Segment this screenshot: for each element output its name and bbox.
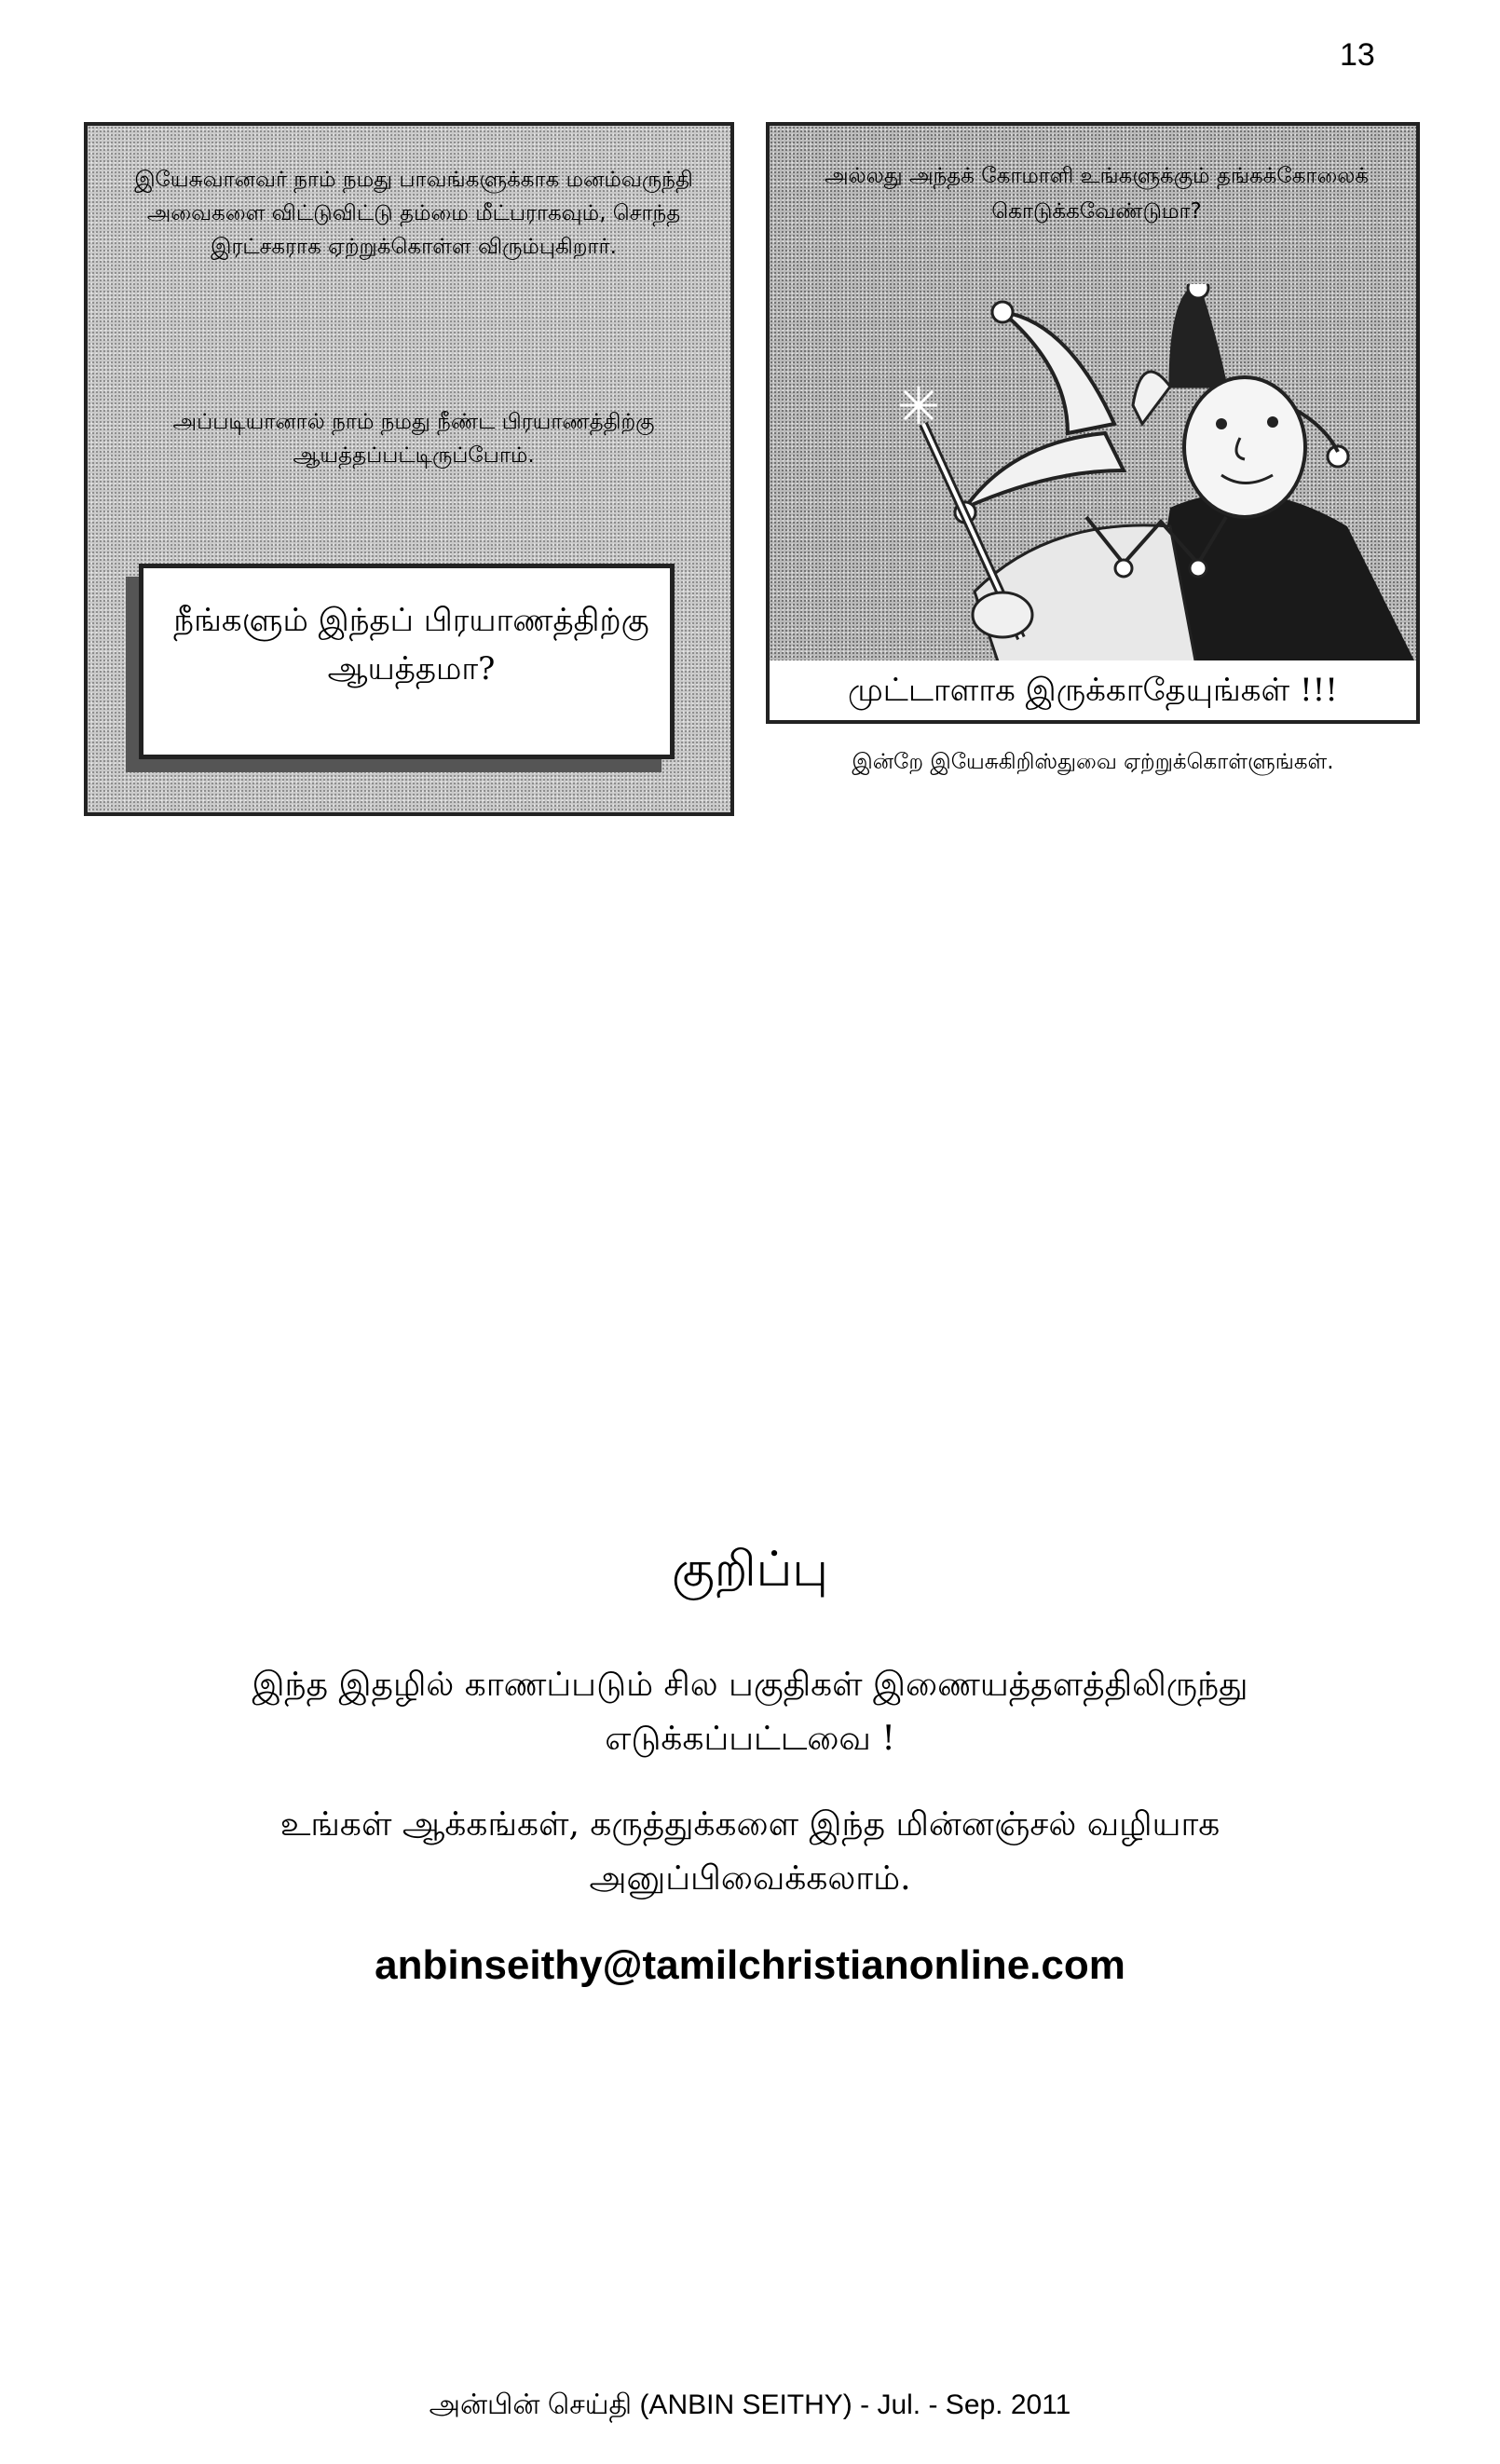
contact-email: anbinseithy@tamilchristianonline.com bbox=[375, 1942, 1125, 1988]
comic-panel-left bbox=[84, 122, 734, 816]
page-footer: அன்பின் செய்தி (ANBIN SEITHY) - Jul. - Sep. 2011 bbox=[429, 2389, 1071, 2420]
panel-right-top-text: அல்லது அந்தக் கோமாளி உங்களுக்கும் தங்கக்கோலைக் கொடுக்கவேண்டுமா? bbox=[824, 164, 1370, 224]
page-number: 13 bbox=[1340, 37, 1375, 73]
note-title: குறிப்பு bbox=[671, 1542, 829, 1598]
comic-panel-right bbox=[766, 122, 1420, 724]
note-paragraph-2: உங்கள் ஆக்கங்கள், கருத்துக்களை இந்த மின்னஞ்சல் வழியாக அனுப்பிவைக்கலாம். bbox=[280, 1805, 1220, 1898]
note-paragraph-1: இந்த இதழில் காணப்படும் சில பகுதிகள் இணையத்தளத்திலிருந்து எடுக்கப்பட்டவை ! bbox=[252, 1666, 1248, 1758]
panel-right-bottom-text: முட்டாளாக இருக்காதேயுங்கள் !!! bbox=[770, 660, 1416, 720]
question-box bbox=[139, 564, 675, 759]
panel-left-paragraph-1: இயேசுவானவர் நாம் நமது பாவங்களுக்காக மனம்வருந்தி அவைகளை விட்டுவிட்டு தம்மை மீட்பராகவும், சொந்த இரட்சகராக ஏற்றுக்கொள்ள விரும்புகிறார். bbox=[134, 168, 693, 259]
question-text: நீங்களும் இந்தப் பிரயாணத்திற்கு ஆயத்தமா? bbox=[173, 602, 649, 687]
panel-right-caption: இன்றே இயேசுகிறிஸ்துவை ஏற்றுக்கொள்ளுங்கள். bbox=[852, 750, 1334, 774]
jester-illustration bbox=[863, 284, 1420, 675]
panel-left-paragraph-2: அப்படியானால் நாம் நமது நீண்ட பிரயாணத்திற்கு ஆயத்தப்பட்டிருப்போம். bbox=[172, 410, 655, 468]
